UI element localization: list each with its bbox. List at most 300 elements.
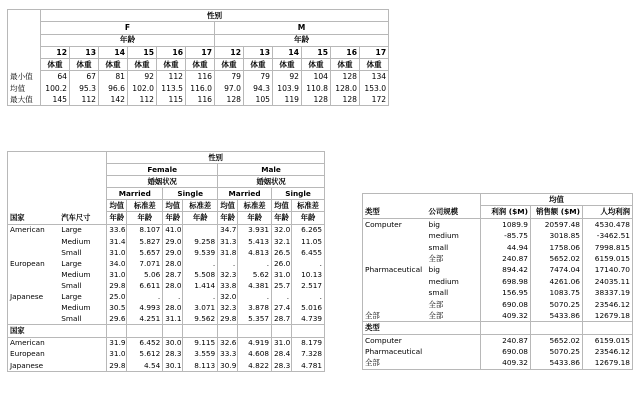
country-label bbox=[8, 313, 60, 325]
empty-cell bbox=[481, 322, 531, 334]
value-cell: 5652.02 bbox=[531, 253, 583, 264]
marital-header: Single bbox=[163, 188, 218, 200]
scale-label: 全部 bbox=[427, 253, 481, 264]
type-label bbox=[363, 242, 427, 253]
value-cell: 112 bbox=[157, 71, 186, 83]
value-cell: 409.32 bbox=[481, 357, 531, 369]
value-cell: 102.0 bbox=[128, 83, 157, 94]
value-cell: 33.8 bbox=[218, 280, 238, 291]
metric-header: 人均利润 bbox=[583, 206, 633, 218]
table-row bbox=[363, 287, 633, 298]
value-cell: . bbox=[127, 291, 163, 302]
age-header: 17 bbox=[186, 46, 215, 58]
measure-header: 年龄 bbox=[292, 212, 325, 224]
header-row-group bbox=[8, 152, 325, 164]
age-header: 13 bbox=[70, 46, 99, 58]
header-row-measure bbox=[8, 59, 389, 71]
summary-row bbox=[363, 346, 633, 357]
gender-header: M bbox=[215, 22, 389, 34]
value-cell: 4.54 bbox=[127, 360, 163, 372]
value-cell: 79 bbox=[215, 71, 244, 83]
value-cell: . bbox=[218, 258, 238, 269]
measure-header: 体重 bbox=[360, 59, 389, 71]
value-cell: 115 bbox=[157, 94, 186, 106]
value-cell: 3018.85 bbox=[531, 230, 583, 241]
table-row bbox=[8, 247, 325, 258]
value-cell: 100.2 bbox=[41, 83, 70, 94]
measure-header: 年龄 bbox=[163, 212, 183, 224]
age-header: 13 bbox=[244, 46, 273, 58]
value-cell: 11.05 bbox=[292, 236, 325, 247]
table-row bbox=[363, 310, 633, 322]
value-cell: 894.42 bbox=[481, 264, 531, 275]
value-cell: 31.8 bbox=[218, 247, 238, 258]
value-cell: 6.265 bbox=[292, 224, 325, 236]
value-cell: 32.6 bbox=[218, 337, 238, 349]
value-cell: 30.9 bbox=[218, 360, 238, 372]
value-cell: 5070.25 bbox=[531, 346, 583, 357]
stat-header: 标准差 bbox=[183, 200, 218, 212]
value-cell: 28.3 bbox=[163, 349, 183, 360]
measure-header: 体重 bbox=[273, 59, 302, 71]
type-label: 全部 bbox=[365, 310, 380, 320]
value-cell: 32.0 bbox=[218, 291, 238, 302]
scale-label: big bbox=[427, 218, 481, 230]
age-header: 14 bbox=[273, 46, 302, 58]
stat-header: 标准差 bbox=[292, 200, 325, 212]
empty-cell bbox=[107, 325, 127, 337]
group-header: 性别 bbox=[107, 152, 325, 164]
table-row bbox=[8, 258, 325, 269]
value-cell: 2.517 bbox=[292, 280, 325, 291]
value-cell: 116 bbox=[186, 71, 215, 83]
summary-header: 类型 bbox=[363, 322, 481, 334]
value-cell: 9.258 bbox=[183, 236, 218, 247]
value-cell: 30.5 bbox=[107, 302, 127, 313]
value-cell: 116 bbox=[186, 94, 215, 106]
value-cell: . bbox=[238, 258, 272, 269]
value-cell: 12679.18 bbox=[583, 310, 633, 322]
type-label: 全部 bbox=[363, 357, 481, 369]
value-cell: 28.7 bbox=[163, 269, 183, 280]
value-cell: 5.612 bbox=[127, 349, 163, 360]
empty-cell bbox=[218, 325, 238, 337]
measure-header: 体重 bbox=[70, 59, 99, 71]
marital-header: Single bbox=[272, 188, 325, 200]
value-cell: 29.0 bbox=[163, 247, 183, 258]
value-cell: 64 bbox=[41, 71, 70, 83]
header-row-measure bbox=[8, 212, 325, 224]
value-cell: 10.13 bbox=[292, 269, 325, 280]
value-cell: 5.413 bbox=[238, 236, 272, 247]
age-title-header: 年龄 bbox=[41, 34, 215, 46]
value-cell: 28.4 bbox=[272, 349, 292, 360]
summary-header-row bbox=[8, 325, 325, 337]
summary-row bbox=[8, 337, 325, 349]
value-cell: 4.813 bbox=[238, 247, 272, 258]
value-cell: . bbox=[183, 258, 218, 269]
age-header: 15 bbox=[128, 46, 157, 58]
scale-label: 全部 bbox=[427, 299, 481, 310]
value-cell: 29.8 bbox=[218, 313, 238, 325]
measure-header: 年龄 bbox=[218, 212, 238, 224]
measure-header: 年龄 bbox=[107, 212, 127, 224]
value-cell: 6.611 bbox=[127, 280, 163, 291]
table-row bbox=[8, 302, 325, 313]
value-cell: 128 bbox=[331, 94, 360, 106]
value-cell: . bbox=[292, 291, 325, 302]
value-cell: 9.115 bbox=[183, 337, 218, 349]
measure-header: 体重 bbox=[331, 59, 360, 71]
value-cell: 29.8 bbox=[107, 280, 127, 291]
country-col-header: 国家 bbox=[8, 212, 60, 224]
table-row bbox=[8, 269, 325, 280]
type-label bbox=[363, 230, 427, 241]
value-cell: 3.931 bbox=[238, 224, 272, 236]
age-header: 15 bbox=[302, 46, 331, 58]
type-label bbox=[363, 299, 427, 310]
value-cell: 5433.86 bbox=[531, 357, 583, 369]
row-label: 最大值 bbox=[8, 94, 41, 106]
value-cell: 31.0 bbox=[107, 349, 127, 360]
value-cell: 1.414 bbox=[183, 280, 218, 291]
value-cell: 240.87 bbox=[481, 334, 531, 346]
table-row bbox=[363, 230, 633, 241]
value-cell: 6159.015 bbox=[583, 334, 633, 346]
measure-header: 年龄 bbox=[127, 212, 163, 224]
age-header: 16 bbox=[331, 46, 360, 58]
value-cell: 25.0 bbox=[107, 291, 127, 302]
gender-header: Female bbox=[107, 164, 218, 176]
size-label: Medium bbox=[59, 236, 107, 247]
empty-cell bbox=[583, 322, 633, 334]
value-cell: 128 bbox=[302, 94, 331, 106]
value-cell: 28.0 bbox=[163, 302, 183, 313]
value-cell: 4.781 bbox=[292, 360, 325, 372]
country-label bbox=[8, 302, 60, 313]
empty-cell bbox=[163, 325, 183, 337]
value-cell: 5.657 bbox=[127, 247, 163, 258]
value-cell: 26.5 bbox=[272, 247, 292, 258]
value-cell: 9.562 bbox=[183, 313, 218, 325]
stat-header: 标准差 bbox=[127, 200, 163, 212]
value-cell: 24035.11 bbox=[583, 276, 633, 287]
age-header: 12 bbox=[215, 46, 244, 58]
value-cell: 12679.18 bbox=[583, 357, 633, 369]
value-cell: 103.9 bbox=[273, 83, 302, 94]
value-cell: 4.993 bbox=[127, 302, 163, 313]
size-label: Small bbox=[59, 313, 107, 325]
value-cell: 31.0 bbox=[272, 269, 292, 280]
value-cell: 690.08 bbox=[481, 346, 531, 357]
type-col-header: 类型 bbox=[363, 206, 427, 218]
value-cell: 113.5 bbox=[157, 83, 186, 94]
gender-header: Male bbox=[218, 164, 325, 176]
value-cell: 31.0 bbox=[107, 269, 127, 280]
country-label bbox=[8, 236, 60, 247]
value-cell: . bbox=[163, 291, 183, 302]
marital-title-header: 婚姻状况 bbox=[218, 176, 325, 188]
country-label bbox=[8, 247, 60, 258]
value-cell: 32.1 bbox=[272, 236, 292, 247]
value-cell: . bbox=[183, 291, 218, 302]
stat-header: 均值 bbox=[107, 200, 127, 212]
value-cell: 20597.48 bbox=[531, 218, 583, 230]
country-label: European bbox=[8, 349, 107, 360]
type-label bbox=[363, 276, 427, 287]
value-cell: 31.3 bbox=[218, 236, 238, 247]
country-label bbox=[8, 280, 60, 291]
value-cell: 119 bbox=[273, 94, 302, 106]
value-cell: -85.75 bbox=[481, 230, 531, 241]
value-cell: 5.827 bbox=[127, 236, 163, 247]
value-cell: 5.06 bbox=[127, 269, 163, 280]
measure-header: 体重 bbox=[157, 59, 186, 71]
stat-header: 均值 bbox=[218, 200, 238, 212]
table-row bbox=[363, 218, 633, 230]
value-cell: 92 bbox=[128, 71, 157, 83]
age-header: 12 bbox=[41, 46, 70, 58]
scale-label: small bbox=[427, 242, 481, 253]
country-label: American bbox=[10, 225, 45, 235]
value-cell: 4.822 bbox=[238, 360, 272, 372]
measure-header: 体重 bbox=[215, 59, 244, 71]
value-cell: 698.98 bbox=[481, 276, 531, 287]
country-label: Japanese bbox=[8, 360, 107, 372]
country-label: European bbox=[10, 258, 45, 268]
value-cell: . bbox=[272, 291, 292, 302]
size-label: Large bbox=[59, 224, 107, 236]
summary-header: 国家 bbox=[8, 325, 107, 337]
value-cell: 4530.478 bbox=[583, 218, 633, 230]
value-cell: 29.8 bbox=[107, 360, 127, 372]
measure-header: 体重 bbox=[41, 59, 70, 71]
measure-header: 体重 bbox=[128, 59, 157, 71]
stat-header: 标准差 bbox=[238, 200, 272, 212]
size-label: Large bbox=[59, 258, 107, 269]
country-label: Japanese bbox=[10, 292, 44, 302]
value-cell: 5.016 bbox=[292, 302, 325, 313]
scale-label: big bbox=[427, 264, 481, 275]
value-cell: 92 bbox=[273, 71, 302, 83]
value-cell: 23546.12 bbox=[583, 299, 633, 310]
value-cell: 67 bbox=[70, 71, 99, 83]
table-row bbox=[8, 83, 389, 94]
table-row bbox=[8, 224, 325, 236]
table-row bbox=[363, 276, 633, 287]
value-cell: 3.071 bbox=[183, 302, 218, 313]
value-cell: 28.3 bbox=[272, 360, 292, 372]
value-cell: 3.878 bbox=[238, 302, 272, 313]
type-label: Pharmaceutical bbox=[363, 346, 481, 357]
age-header: 16 bbox=[157, 46, 186, 58]
summary-row bbox=[8, 360, 325, 372]
value-cell: 30.0 bbox=[163, 337, 183, 349]
group-header: 性别 bbox=[41, 10, 389, 22]
value-cell: 34.7 bbox=[218, 224, 238, 236]
header-row-metrics bbox=[363, 206, 633, 218]
value-cell: 690.08 bbox=[481, 299, 531, 310]
scale-label: 全部 bbox=[427, 310, 481, 322]
header-row-group bbox=[8, 10, 389, 22]
value-cell: 4.608 bbox=[238, 349, 272, 360]
scale-label: medium bbox=[427, 230, 481, 241]
measure-header: 体重 bbox=[99, 59, 128, 71]
summary-row bbox=[363, 334, 633, 346]
value-cell: 7.328 bbox=[292, 349, 325, 360]
value-cell: 28.0 bbox=[163, 258, 183, 269]
row-label: 均值 bbox=[8, 83, 41, 94]
type-label: Computer bbox=[363, 334, 481, 346]
value-cell: 95.3 bbox=[70, 83, 99, 94]
corner-cell bbox=[8, 10, 41, 71]
value-cell: . bbox=[292, 258, 325, 269]
value-cell: 4.381 bbox=[238, 280, 272, 291]
value-cell: 6.455 bbox=[292, 247, 325, 258]
table-row bbox=[363, 299, 633, 310]
empty-cell bbox=[238, 325, 272, 337]
value-cell: 33.3 bbox=[218, 349, 238, 360]
value-cell: 94.3 bbox=[244, 83, 273, 94]
country-label: American bbox=[8, 337, 107, 349]
header-row-group bbox=[363, 194, 633, 206]
size-label: Small bbox=[59, 280, 107, 291]
value-cell: 8.113 bbox=[183, 360, 218, 372]
value-cell: 79 bbox=[244, 71, 273, 83]
value-cell: 28.7 bbox=[272, 313, 292, 325]
table-row bbox=[363, 253, 633, 264]
value-cell: 110.8 bbox=[302, 83, 331, 94]
value-cell: 31.0 bbox=[107, 247, 127, 258]
corner-cell bbox=[363, 194, 481, 206]
value-cell: 128 bbox=[215, 94, 244, 106]
value-cell: 23546.12 bbox=[583, 346, 633, 357]
age-header: 17 bbox=[360, 46, 389, 58]
value-cell: 5.62 bbox=[238, 269, 272, 280]
table-row bbox=[8, 313, 325, 325]
value-cell: 25.7 bbox=[272, 280, 292, 291]
measure-header: 年龄 bbox=[238, 212, 272, 224]
type-label: Pharmaceutical bbox=[365, 265, 423, 275]
empty-cell bbox=[531, 322, 583, 334]
value-cell: 97.0 bbox=[215, 83, 244, 94]
gender-header: F bbox=[41, 22, 215, 34]
value-cell: 44.94 bbox=[481, 242, 531, 253]
value-cell: 156.95 bbox=[481, 287, 531, 298]
value-cell: 32.3 bbox=[218, 269, 238, 280]
value-cell: 41.0 bbox=[163, 224, 183, 236]
row-label: 最小值 bbox=[8, 71, 41, 83]
country-label bbox=[8, 269, 60, 280]
value-cell: 128 bbox=[331, 71, 360, 83]
table-row bbox=[8, 71, 389, 83]
profit-by-type-scale-table bbox=[362, 193, 633, 370]
value-cell: 5652.02 bbox=[531, 334, 583, 346]
scale-label: small bbox=[427, 287, 481, 298]
value-cell: 1758.06 bbox=[531, 242, 583, 253]
summary-header-row bbox=[363, 322, 633, 334]
value-cell: 104 bbox=[302, 71, 331, 83]
measure-header: 年龄 bbox=[183, 212, 218, 224]
value-cell: 112 bbox=[128, 94, 157, 106]
value-cell: 9.539 bbox=[183, 247, 218, 258]
scale-label: medium bbox=[427, 276, 481, 287]
value-cell: 96.6 bbox=[99, 83, 128, 94]
value-cell: 4261.06 bbox=[531, 276, 583, 287]
value-cell: 240.87 bbox=[481, 253, 531, 264]
group-header: 均值 bbox=[481, 194, 633, 206]
size-label: Large bbox=[59, 291, 107, 302]
value-cell: 1083.75 bbox=[531, 287, 583, 298]
value-cell: 6.452 bbox=[127, 337, 163, 349]
value-cell: 32.0 bbox=[272, 224, 292, 236]
value-cell: 31.1 bbox=[163, 313, 183, 325]
value-cell: 7.071 bbox=[127, 258, 163, 269]
table-row bbox=[363, 242, 633, 253]
value-cell: 27.4 bbox=[272, 302, 292, 313]
value-cell: 17140.70 bbox=[583, 264, 633, 275]
value-cell: 105 bbox=[244, 94, 273, 106]
table-row bbox=[363, 264, 633, 275]
measure-header: 体重 bbox=[302, 59, 331, 71]
value-cell: 4.919 bbox=[238, 337, 272, 349]
metric-header: 利润 ($M) bbox=[481, 206, 531, 218]
age-title-header: 年龄 bbox=[215, 34, 389, 46]
value-cell: 8.179 bbox=[292, 337, 325, 349]
value-cell: 145 bbox=[41, 94, 70, 106]
value-cell: 4.739 bbox=[292, 313, 325, 325]
value-cell: 7998.815 bbox=[583, 242, 633, 253]
value-cell: 7474.04 bbox=[531, 264, 583, 275]
value-cell: 81 bbox=[99, 71, 128, 83]
value-cell: 34.0 bbox=[107, 258, 127, 269]
value-cell: 31.0 bbox=[272, 337, 292, 349]
table-row bbox=[8, 236, 325, 247]
value-cell: 153.0 bbox=[360, 83, 389, 94]
size-col-header: 汽车尺寸 bbox=[59, 212, 107, 224]
value-cell: 26.0 bbox=[272, 258, 292, 269]
value-cell: . bbox=[238, 291, 272, 302]
marital-header: Married bbox=[107, 188, 163, 200]
table-row bbox=[8, 280, 325, 291]
value-cell: 5.508 bbox=[183, 269, 218, 280]
value-cell: 29.6 bbox=[107, 313, 127, 325]
type-label bbox=[363, 253, 427, 264]
value-cell: 33.6 bbox=[107, 224, 127, 236]
value-cell: 116.0 bbox=[186, 83, 215, 94]
empty-cell bbox=[272, 325, 292, 337]
value-cell: 5.357 bbox=[238, 313, 272, 325]
value-cell: 112 bbox=[70, 94, 99, 106]
type-label bbox=[363, 287, 427, 298]
measure-header: 体重 bbox=[244, 59, 273, 71]
value-cell: 6159.015 bbox=[583, 253, 633, 264]
age-header: 14 bbox=[99, 46, 128, 58]
value-cell: 1089.9 bbox=[481, 218, 531, 230]
value-cell: 4.251 bbox=[127, 313, 163, 325]
value-cell: 8.107 bbox=[127, 224, 163, 236]
header-row-gender bbox=[8, 22, 389, 34]
corner-cell bbox=[8, 152, 107, 212]
table-row bbox=[8, 94, 389, 106]
type-label: Computer bbox=[365, 219, 402, 229]
value-cell: 28.0 bbox=[163, 280, 183, 291]
scale-col-header: 公司规模 bbox=[427, 206, 481, 218]
header-row-ages bbox=[8, 46, 389, 58]
age-by-country-size-table bbox=[7, 151, 325, 372]
table-row bbox=[8, 291, 325, 302]
empty-cell bbox=[292, 325, 325, 337]
